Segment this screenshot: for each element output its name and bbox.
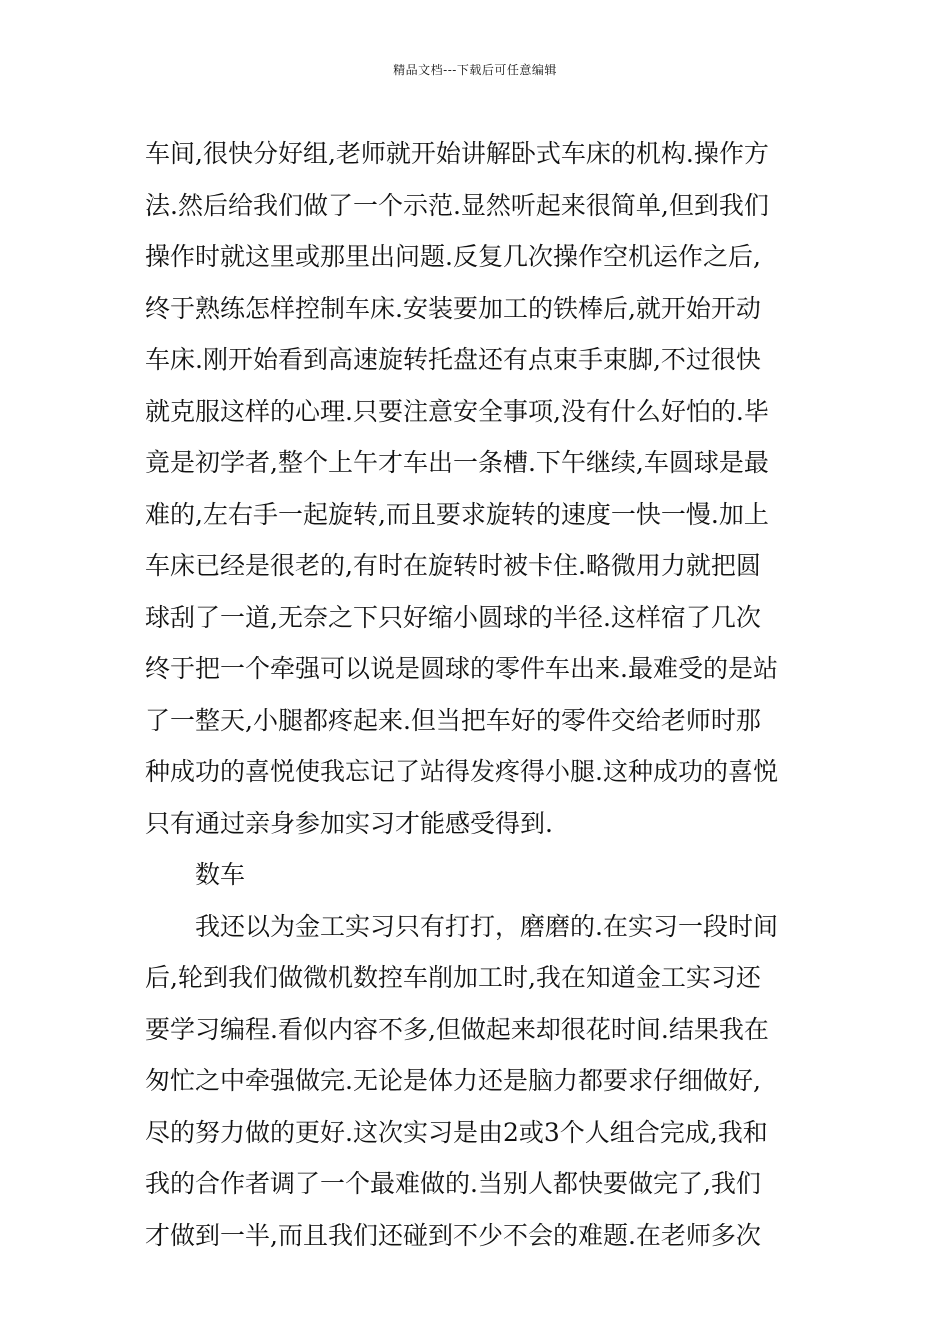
text-line: 我的合作者调了一个最难做的.当别人都快要做完了,我们: [145, 1169, 761, 1198]
text-line: 竟是初学者,整个上午才车出一条槽.下午继续,车圆球是最: [145, 448, 769, 477]
text-line: 法.然后给我们做了一个示范.显然听起来很简单,但到我们: [145, 190, 769, 220]
text-line: 我还以为金工实习只有打打，磨磨的.在实习一段时间: [195, 911, 778, 941]
text-line: 就克服这样的心理.只要注意安全事项,没有什么好怕的.毕: [145, 396, 769, 426]
text-line: 终于把一个牵强可以说是圆球的零件车出来.最难受的是站: [145, 654, 778, 683]
text-line: 终于熟练怎样控制车床.安装要加工的铁棒后,就开始开动: [145, 293, 761, 323]
text-line: 尽的努力做的更好.这次实习是由2或3个人组合完成,我和: [145, 1117, 768, 1147]
text-line: 只有通过亲身参加实习才能感受得到.: [145, 808, 553, 838]
text-line: 车床已经是很老的,有时在旋转时被卡住.略微用力就把圆: [145, 551, 761, 580]
text-line: 车床.刚开始看到高速旋转托盘还有点束手束脚,不过很快: [145, 345, 761, 374]
text-line: 后,轮到我们做微机数控车削加工时,我在知道金工实习还: [145, 963, 761, 992]
text-line: 要学习编程.看似内容不多,但做起来却很花时间.结果我在: [145, 1014, 769, 1044]
text-line: 种成功的喜悦使我忘记了站得发疼得小腿.这种成功的喜悦: [145, 757, 778, 786]
body-text: [145, 128, 815, 1261]
text-line: 匆忙之中牵强做完.无论是体力还是脑力都要求仔细做好,: [145, 1066, 761, 1095]
text-line: 难的,左右手一起旋转,而且要求旋转的速度一快一慢.加上: [145, 499, 769, 529]
text-line: 操作时就这里或那里出问题.反复几次操作空机运作之后,: [145, 242, 761, 271]
text-line: 了一整天,小腿都疼起来.但当把车好的零件交给老师时那: [145, 705, 761, 735]
section-heading: 数车: [195, 860, 246, 889]
text-line: 才做到一半,而且我们还碰到不少不会的难题.在老师多次: [145, 1220, 761, 1250]
text-line: 球刮了一道,无奈之下只好缩小圆球的半径.这样宿了几次: [145, 602, 761, 632]
page-header: 精品文档---下载后可任意编辑: [393, 63, 557, 77]
text-line: 车间,很快分好组,老师就开始讲解卧式车床的机构.操作方: [145, 139, 769, 168]
